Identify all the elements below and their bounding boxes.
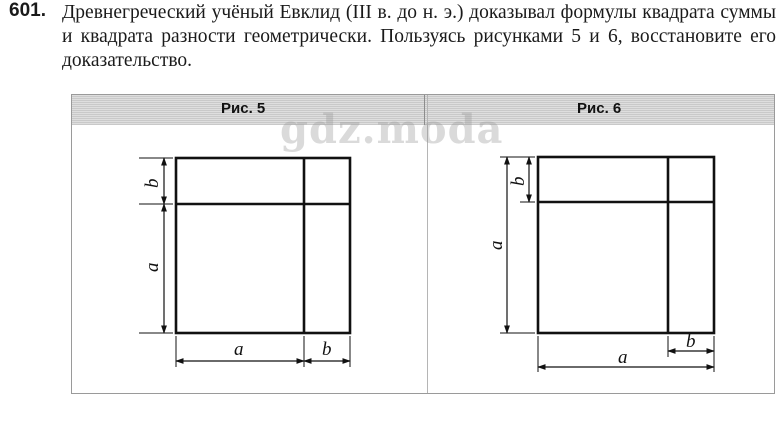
fig5-label-b-bottom: b	[322, 339, 332, 360]
problem-number: 601.	[9, 0, 46, 21]
fig6-outer-square	[538, 157, 714, 333]
figure-5-title: Рис. 5	[221, 100, 266, 117]
fig5-label-b-side: b	[142, 178, 163, 188]
fig6-label-a-bottom: a	[618, 347, 628, 368]
figure-6-title: Рис. 6	[577, 100, 622, 117]
fig5-outer-square	[176, 158, 350, 333]
figure-6-diagram	[500, 157, 714, 372]
fig6-label-b-bottom: b	[686, 331, 696, 352]
figure-5-diagram	[139, 158, 350, 367]
problem-text: Древнегреческий учёный Евклид (III в. до н. э.) доказывал формулы квадрата суммы и квадрата разности геометрически. Пользуясь рисунками 5 и 6, восстановите его доказательство.	[62, 2, 776, 71]
fig5-label-a-bottom: a	[234, 339, 244, 360]
fig6-label-b-side: b	[508, 176, 529, 186]
fig5-label-a-side: a	[142, 262, 163, 272]
watermark: gdz.moda	[280, 106, 504, 153]
fig6-label-a-side: a	[486, 240, 507, 250]
